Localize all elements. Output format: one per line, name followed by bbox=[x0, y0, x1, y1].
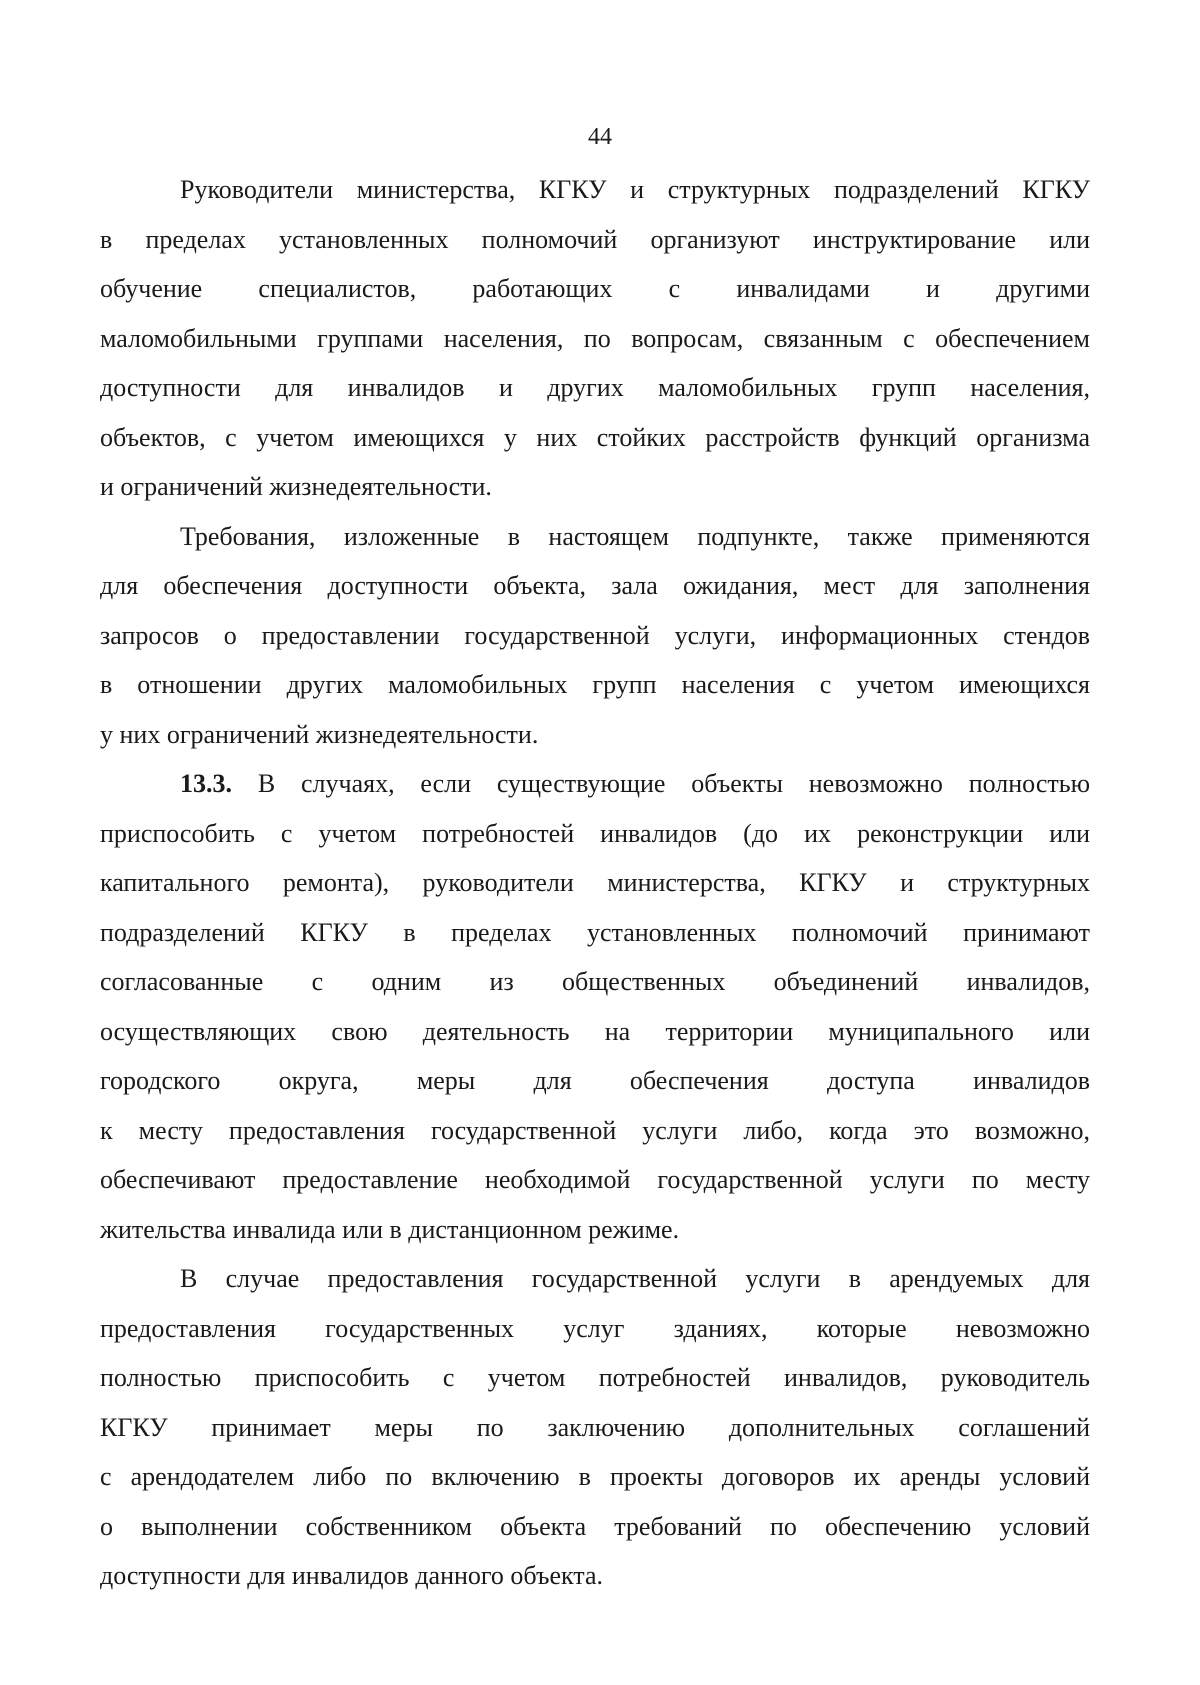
page-number: 44 bbox=[588, 124, 612, 150]
text-line: жительства инвалида или в дистанционном режиме. bbox=[100, 1214, 680, 1244]
text-line: В случае предоставления государственной услуги в арендуемых для bbox=[180, 1264, 1090, 1293]
text-line: КГКУ принимает меры по заключению дополнительных соглашений bbox=[100, 1412, 1090, 1442]
text-line: с арендодателем либо по включению в проекты договоров их аренды условий bbox=[100, 1462, 1090, 1491]
text-line: осуществляющих свою деятельность на территории муниципального или bbox=[100, 1016, 1090, 1046]
text-line: у них ограничений жизнедеятельности. bbox=[100, 719, 539, 749]
text-line: в пределах установленных полномочий организуют инструктирование или bbox=[100, 224, 1090, 254]
text-line: Руководители министерства, КГКУ и структурных подразделений КГКУ bbox=[180, 175, 1090, 204]
text-line: обеспечивают предоставление необходимой государственной услуги по месту bbox=[100, 1165, 1090, 1194]
section-number: 13.3. bbox=[180, 769, 232, 798]
paragraph-2 bbox=[100, 512, 1090, 760]
paragraph-4 bbox=[100, 1254, 1090, 1601]
paragraph-3 bbox=[100, 759, 1090, 1254]
text-line: капитального ремонта), руководители министерства, КГКУ и структурных bbox=[100, 868, 1090, 897]
text-line: к месту предоставления государственной услуги либо, когда это возможно, bbox=[100, 1115, 1090, 1145]
text-line: в отношении других маломобильных групп населения с учетом имеющихся bbox=[100, 670, 1090, 699]
text-line: маломобильными группами населения, по вопросам, связанным с обеспечением bbox=[100, 323, 1090, 353]
text-line: подразделений КГКУ в пределах установленных полномочий принимают bbox=[100, 917, 1090, 947]
text-line: городского округа, меры для обеспечения доступа инвалидов bbox=[100, 1066, 1090, 1095]
text-line: и ограничений жизнедеятельности. bbox=[100, 472, 492, 501]
document-body bbox=[100, 165, 1090, 1601]
text-line: приспособить с учетом потребностей инвалидов (до их реконструкции или bbox=[100, 818, 1090, 848]
text-line: Требования, изложенные в настоящем подпункте, также применяются bbox=[180, 521, 1090, 551]
text-line: о выполнении собственником объекта требований по обеспечению условий bbox=[100, 1511, 1090, 1541]
text-line: согласованные с одним из общественных объединений инвалидов, bbox=[100, 967, 1090, 996]
text-line-content: В случаях, если существующие объекты невозможно полностью bbox=[257, 769, 1091, 798]
text-line: для обеспечения доступности объекта, зала ожидания, мест для заполнения bbox=[100, 571, 1090, 600]
text-line: обучение специалистов, работающих с инвалидами и другими bbox=[100, 274, 1090, 303]
paragraph-1 bbox=[100, 165, 1090, 512]
text-line: доступности для инвалидов и других маломобильных групп населения, bbox=[100, 373, 1090, 402]
text-line bbox=[100, 759, 1090, 809]
text-line: доступности для инвалидов данного объекта. bbox=[100, 1561, 604, 1590]
text-line: полностью приспособить с учетом потребностей инвалидов, руководитель bbox=[100, 1363, 1090, 1392]
text-line: предоставления государственных услуг зданиях, которые невозможно bbox=[100, 1313, 1090, 1343]
text-line: запросов о предоставлении государственной услуги, информационных стендов bbox=[100, 620, 1090, 650]
text-line: объектов, с учетом имеющихся у них стойких расстройств функций организма bbox=[100, 422, 1090, 452]
